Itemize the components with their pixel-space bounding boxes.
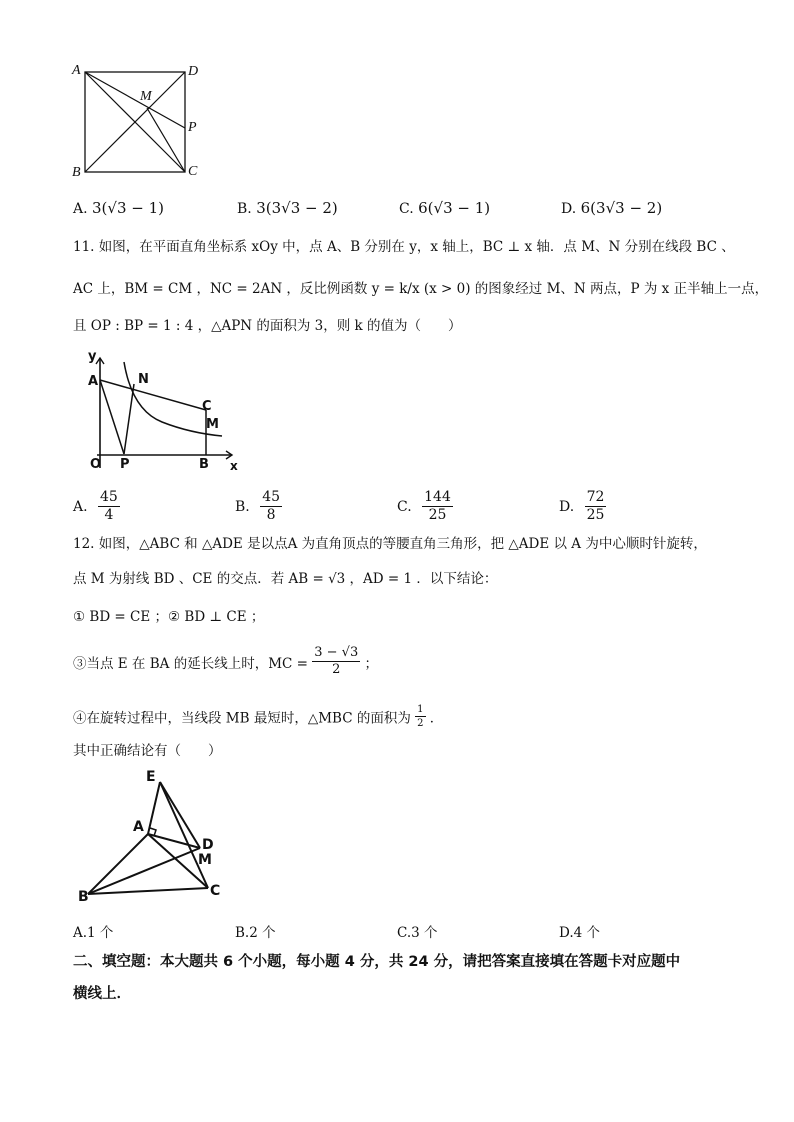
q12-label-b: B <box>78 889 89 905</box>
q12-label-e: E <box>146 769 156 785</box>
q12-option-c[interactable]: C.3 个 <box>397 925 438 941</box>
q10-figure <box>70 62 210 182</box>
q11-label-o: O <box>90 457 102 472</box>
q11-option-d[interactable]: D. $\frac{72}{25}$ <box>559 489 605 524</box>
q11-label-p: P <box>120 457 130 472</box>
q10-label-p: P <box>188 120 197 135</box>
q12-conclusion-1-2: ① BD = CE ；② BD ⊥ CE ； <box>73 609 265 625</box>
q11-label-m: M <box>206 417 219 432</box>
q10-option-d[interactable]: D. 6(3√3 − 2) <box>561 199 663 217</box>
q10-label-c: C <box>188 164 198 179</box>
q12-label-m: M <box>198 852 212 868</box>
q12-ask: 其中正确结论有（ ） <box>73 743 222 759</box>
q12-label-a: A <box>133 819 144 835</box>
q11-option-a[interactable]: A. $\frac{45}{4}$ <box>73 489 118 524</box>
q11-label-c: C <box>202 399 212 414</box>
q12-label-c: C <box>210 883 221 899</box>
q12-figure <box>76 770 236 905</box>
q11-label-y: y <box>88 349 97 364</box>
q10-label-m: M <box>140 89 152 104</box>
q12-option-d[interactable]: D.4 个 <box>559 925 601 941</box>
q11-text-line-2: AC 上，BM = CM ，NC = 2AN ，反比例函数 y = k/x (x > 0) 的图象经过 M、N 两点，P 为 x 正半轴上一点， <box>73 281 769 297</box>
q12-option-b[interactable]: B.2 个 <box>235 925 276 941</box>
q11-label-x: x <box>230 459 238 473</box>
q12-option-a[interactable]: A.1 个 <box>73 925 114 941</box>
q12-label-d: D <box>202 837 214 853</box>
section-2-heading-line-2: 横线上． <box>73 986 131 1002</box>
q10-option-a[interactable]: A. 3(√3 − 1) <box>73 199 165 217</box>
section-2-heading-line-1: 二、填空题：本大题共 6 个小题，每小题 4 分，共 24 分，请把答案直接填在答题卡对应题中 <box>73 954 681 970</box>
q12-text-line-1: 12. 如图，△ABC 和 △ADE 是以点A 为直角顶点的等腰直角三角形，把 △ADE 以 A 为中心顺时针旋转， <box>73 536 707 552</box>
q12-text-line-2: 点 M 为射线 BD 、CE 的交点．若 AB = √3 ，AD = 1 ．以下结论： <box>73 571 498 587</box>
q11-option-c[interactable]: C. $\frac{144}{25}$ <box>397 489 451 524</box>
q11-label-b: B <box>199 457 209 472</box>
q10-label-b: B <box>72 165 81 180</box>
q11-label-n: N <box>138 372 149 387</box>
q10-label-a: A <box>72 63 81 78</box>
q10-option-b[interactable]: B. 3(3√3 − 2) <box>237 199 338 217</box>
q12-conclusion-3: ③当点 E 在 BA 的延长线上时，MC = $\frac{3 - √3}{2}$ ； <box>73 645 379 678</box>
q11-figure <box>82 350 252 480</box>
q11-option-b[interactable]: B. $\frac{45}{8}$ <box>235 489 281 524</box>
q12-conclusion-4: ④在旋转过程中，当线段 MB 最短时，△MBC 的面积为 $\frac{1}{2}$ ． <box>73 704 444 729</box>
q11-text-line-3: 且 OP : BP = 1 : 4 ，△APN 的面积为 3，则 k 的值为（ ） <box>73 318 462 334</box>
q11-label-a: A <box>88 374 99 389</box>
q11-text-line-1: 11. 如图，在平面直角坐标系 xOy 中，点 A、B 分别在 y，x 轴上，BC ⊥ x 轴．点 M、N 分别在线段 BC 、 <box>73 239 735 255</box>
q10-label-d: D <box>188 64 199 79</box>
q10-option-c[interactable]: C. 6(√3 − 1) <box>399 199 491 217</box>
